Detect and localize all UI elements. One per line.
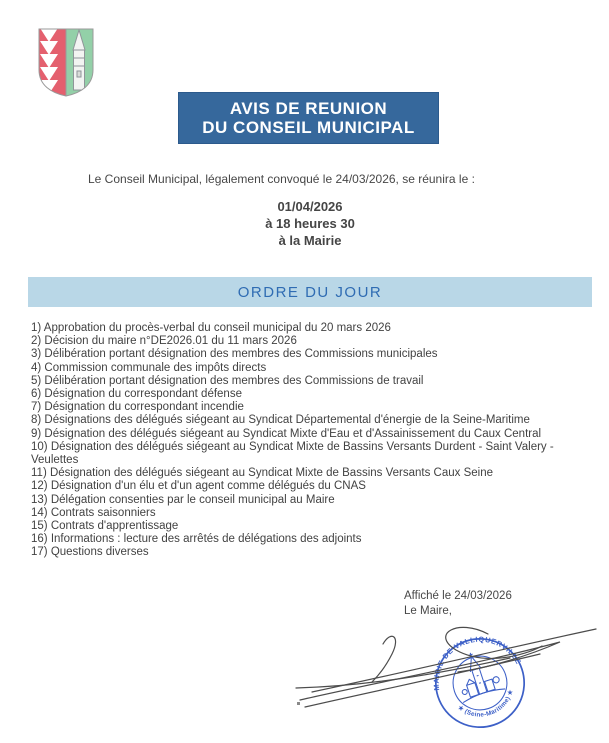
- town-crest-icon: [36, 26, 96, 98]
- stamp-bottom-text: ★ (Seine-Maritime) ★: [456, 688, 515, 719]
- agenda-item: 4) Commission communale des impôts directs: [31, 361, 267, 374]
- meeting-date: 01/04/2026: [277, 199, 343, 214]
- posted-date: Affiché le 24/03/2026: [404, 590, 512, 602]
- mayor-signature-icon: [288, 612, 600, 724]
- agenda-item: 7) Désignation du correspondant incendie: [31, 401, 244, 414]
- agenda-item: 13) Délégation consenties par le conseil municipal au Maire: [31, 493, 335, 506]
- agenda-item: 11) Désignation des délégués siégeant au Syndicat Mixte de Bassins Versants Caux Seine: [31, 467, 493, 480]
- stamp-top-text: MAIRIE DE VALLIQUERVILLE: [431, 634, 524, 691]
- agenda-item: 9) Désignation des délégués siégeant au Syndicat Mixte d'Eau et d'Assainissement du Caux Central: [31, 427, 542, 440]
- agenda-item: 2) Décision du maire n°DE2026.01 du 11 mars 2026: [31, 335, 297, 348]
- agenda-item: 16) Informations : lecture des arrêtés de délégations des adjoints: [31, 533, 362, 546]
- agenda-header-label: ORDRE DU JOUR: [237, 283, 383, 301]
- agenda-item: 15) Contrats d'apprentissage: [31, 520, 179, 533]
- agenda-item: 17) Questions diverses: [31, 546, 149, 559]
- agenda-item: 6) Désignation du correspondant défense: [31, 388, 242, 401]
- meeting-place: à la Mairie: [278, 233, 342, 248]
- agenda-item: 8) Désignations des délégués siégeant au Syndicat Départemental d'énergie de la Seine-Maritime: [31, 414, 530, 427]
- meeting-details: [210, 198, 410, 249]
- scan-artifact: [297, 702, 300, 705]
- agenda-item: 1) Approbation du procès-verbal du conseil municipal du 20 mars 2026: [31, 322, 391, 334]
- agenda-item: 14) Contrats saisonniers: [31, 506, 156, 519]
- agenda-item: 12) Désignation d'un élu et d'un agent comme délégués du CNAS: [31, 480, 366, 493]
- signer-title: Le Maire,: [404, 604, 452, 617]
- notice-title-box: [178, 92, 439, 144]
- notice-title-line2: DU CONSEIL MUNICIPAL: [202, 118, 415, 137]
- agenda-item: 3) Délibération portant désignation des membres des Commissions municipales: [31, 348, 438, 361]
- agenda-item: 10) Désignation des délégués siégeant au Syndicat Mixte de Bassins Versants Durdent - Saint Valery - Veulettes: [31, 440, 554, 467]
- agenda-header-band: [28, 277, 592, 307]
- notice-title-line1: AVIS DE REUNION: [229, 99, 388, 118]
- agenda-list: [31, 322, 591, 560]
- convocation-text: Le Conseil Municipal, légalement convoqué le 24/03/2026, se réunira le :: [88, 172, 475, 186]
- meeting-time: à 18 heures 30: [265, 216, 355, 231]
- agenda-item: 5) Délibération portant désignation des membres des Commissions de travail: [31, 374, 424, 387]
